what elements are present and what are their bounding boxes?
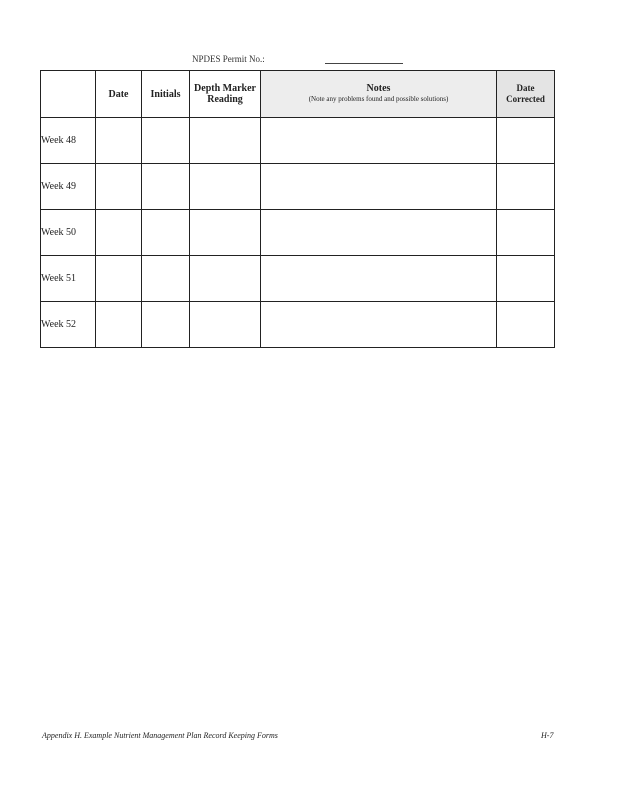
notes-header-subtitle: (Note any problems found and possible solutions) (308, 95, 449, 103)
week-label: Week 51 (41, 256, 96, 302)
depth-marker-header-text: Depth Marker Reading (194, 83, 256, 105)
table-row (41, 256, 555, 302)
date-cell[interactable] (96, 164, 142, 210)
date-corrected-cell[interactable] (497, 118, 555, 164)
table-row (41, 164, 555, 210)
footer-appendix-title: Appendix H. Example Nutrient Management Plan Record Keeping Forms (42, 731, 278, 740)
initials-cell[interactable] (142, 118, 190, 164)
initials-cell[interactable] (142, 164, 190, 210)
date-corrected-cell[interactable] (497, 164, 555, 210)
date-corrected-column-header: Date Corrected (497, 71, 555, 118)
depth-marker-column-header (190, 71, 261, 118)
initials-cell[interactable] (142, 302, 190, 348)
depth-marker-cell[interactable] (190, 164, 261, 210)
date-column-header: Date (96, 71, 142, 118)
date-cell[interactable] (96, 302, 142, 348)
initials-column-header: Initials (142, 71, 190, 118)
permit-number-field (192, 54, 403, 64)
week-label: Week 48 (41, 118, 96, 164)
initials-cell[interactable] (142, 256, 190, 302)
depth-marker-cell[interactable] (190, 118, 261, 164)
week-label: Week 49 (41, 164, 96, 210)
date-cell[interactable] (96, 210, 142, 256)
notes-cell[interactable] (261, 164, 497, 210)
notes-cell[interactable] (261, 118, 497, 164)
date-corrected-cell[interactable] (497, 302, 555, 348)
date-cell[interactable] (96, 118, 142, 164)
depth-marker-cell[interactable] (190, 210, 261, 256)
week-column-header (41, 71, 96, 118)
table-row (41, 302, 555, 348)
depth-marker-cell[interactable] (190, 256, 261, 302)
table-row (41, 210, 555, 256)
table-header-row (41, 71, 555, 118)
notes-cell[interactable] (261, 210, 497, 256)
date-corrected-cell[interactable] (497, 256, 555, 302)
week-label: Week 50 (41, 210, 96, 256)
date-cell[interactable] (96, 256, 142, 302)
footer-page-number: H-7 (541, 731, 554, 740)
initials-cell[interactable] (142, 210, 190, 256)
notes-header-title: Notes (366, 83, 391, 94)
permit-number-blank-line[interactable] (325, 54, 403, 64)
notes-cell[interactable] (261, 302, 497, 348)
table-row (41, 118, 555, 164)
permit-number-label: NPDES Permit No.: (192, 54, 265, 64)
depth-marker-cell[interactable] (190, 302, 261, 348)
notes-column-header (261, 71, 497, 118)
date-corrected-cell[interactable] (497, 210, 555, 256)
inspection-log-table (40, 70, 555, 348)
week-label: Week 52 (41, 302, 96, 348)
notes-cell[interactable] (261, 256, 497, 302)
